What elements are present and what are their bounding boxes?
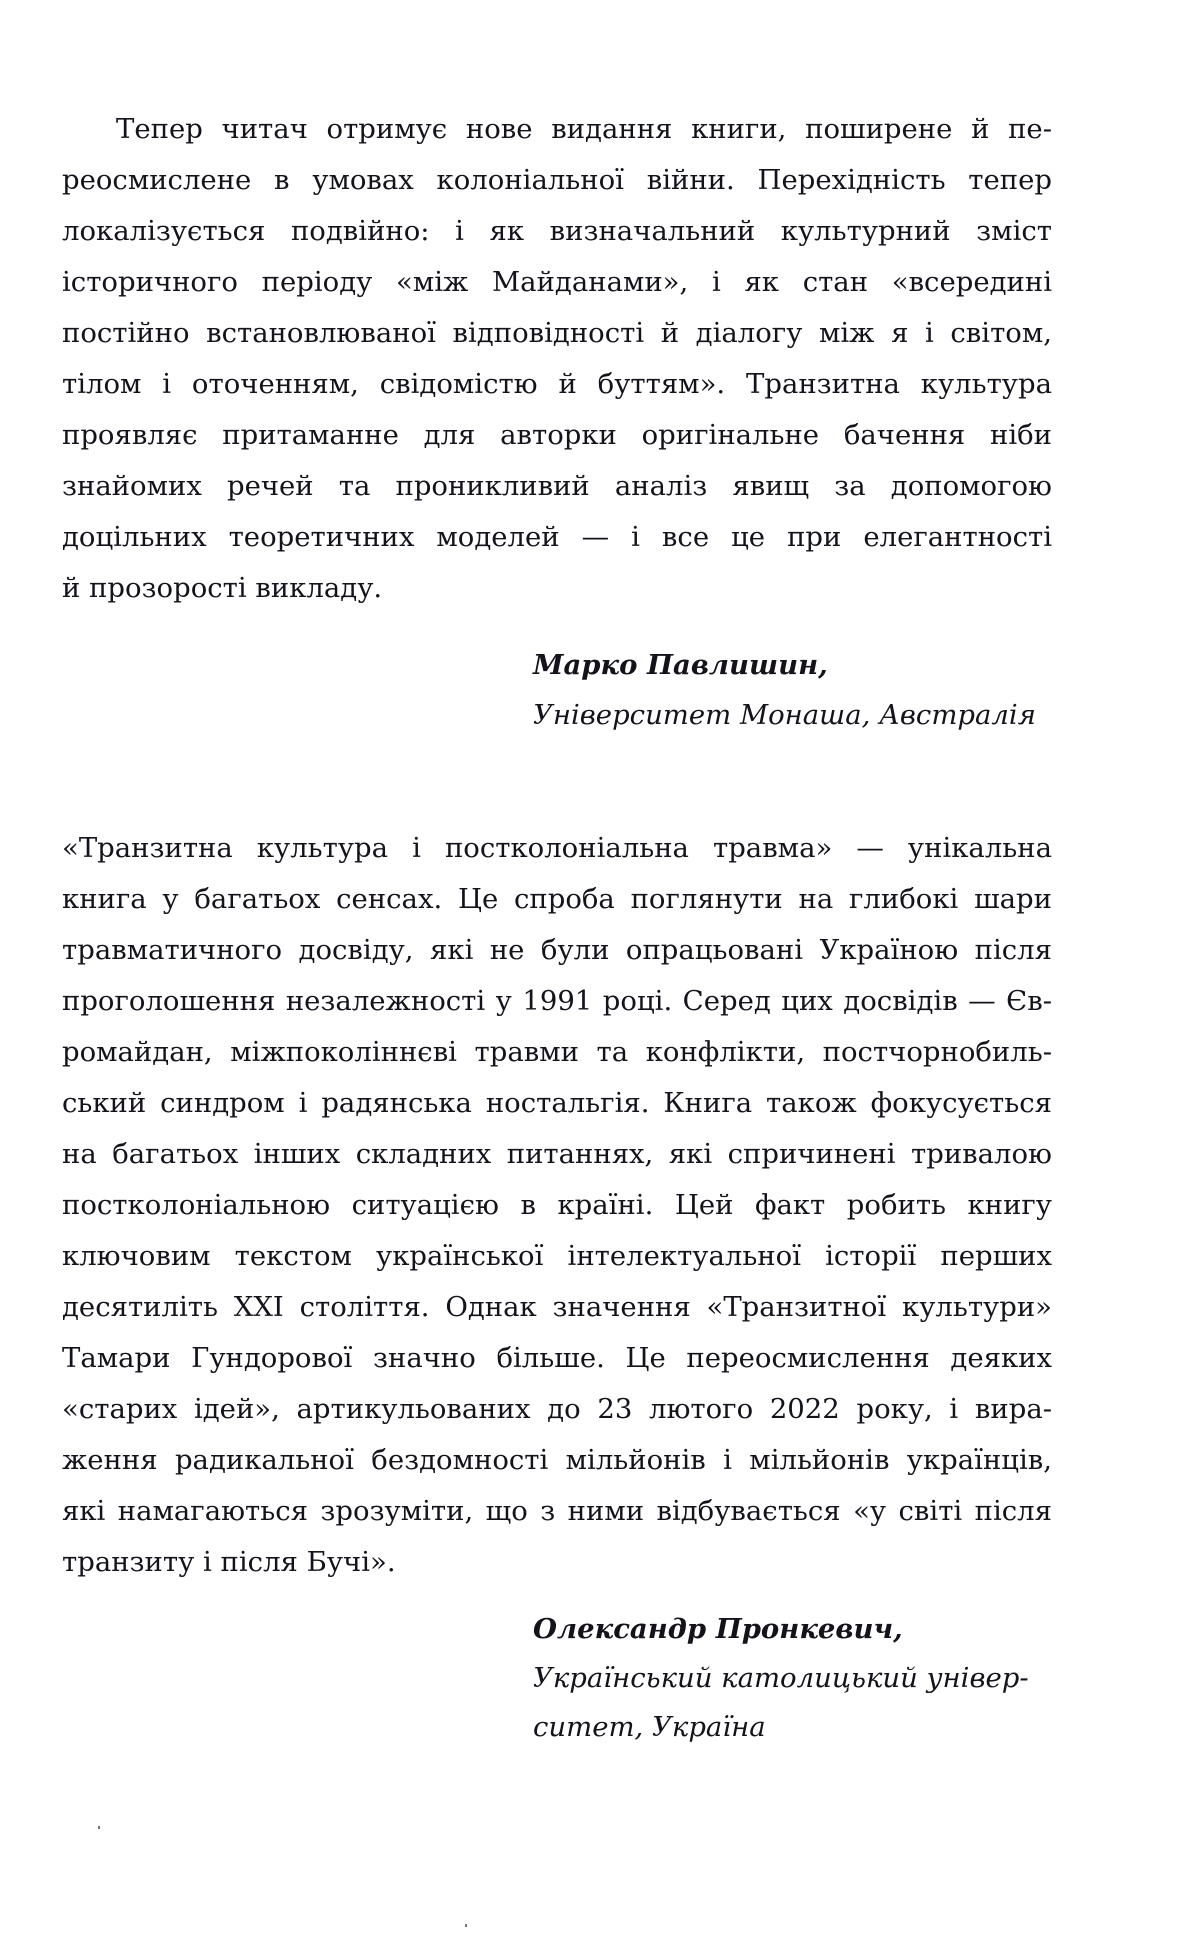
text-line: ський синдром і радянська ностальгія. Книга також фокусується bbox=[62, 1087, 1052, 1119]
text-line: книга у багатьох сенсах. Це спроба поглянути на глибокі шари bbox=[62, 883, 1052, 915]
text-line: Тепер читач отримує нове видання книги, поширене й пе- bbox=[116, 113, 1052, 145]
text-line: на багатьох інших складних питаннях, які спричинені тривалою bbox=[62, 1138, 1052, 1170]
text-line: ключовим текстом української інтелектуальної історії перших bbox=[62, 1240, 1052, 1272]
text-line: й прозорості викладу. bbox=[62, 572, 383, 604]
author-affiliation-2: Український католицький універ- bbox=[533, 1662, 1029, 1694]
text-line: проявляє притаманне для авторки оригінальне бачення ніби bbox=[62, 419, 1052, 451]
text-line: локалізується подвійно: і як визначальний культурний зміст bbox=[62, 215, 1052, 247]
text-line: реосмислене в умовах колоніальної війни. Перехідність тепер bbox=[62, 164, 1052, 196]
author-affiliation-1: Університет Монаша, Австралія bbox=[533, 699, 1036, 731]
text-line: тілом і оточенням, свідомістю й буттям». Транзитна культура bbox=[62, 368, 1052, 400]
text-line: травматичного досвіду, які не були опрацьовані Україною після bbox=[62, 934, 1052, 966]
text-line: знайомих речей та проникливий аналіз явищ за допомогою bbox=[62, 470, 1052, 502]
text-line: постколоніальною ситуацією в країні. Цей факт робить книгу bbox=[62, 1189, 1052, 1221]
text-line: ження радикальної бездомності мільйонів і мільйонів українців, bbox=[62, 1444, 1052, 1476]
scan-speck bbox=[465, 1924, 467, 1927]
text-line: транзиту і після Бучі». bbox=[62, 1546, 396, 1578]
text-line: постійно встановлюваної відповідності й діалогу між я і світом, bbox=[62, 317, 1052, 349]
text-line: які намагаються зрозуміти, що з ними відбувається «у світі після bbox=[62, 1495, 1052, 1527]
text-line: доцільних теоретичних моделей — і все це при елегантності bbox=[62, 521, 1052, 553]
text-line: «Транзитна культура і постколоніальна травма» — унікальна bbox=[62, 832, 1052, 864]
text-line: проголошення незалежності у 1991 році. Серед цих досвідів — Єв- bbox=[62, 985, 1052, 1017]
text-line: ромайдан, міжпоколіннєві травми та конфлікти, постчорнобиль- bbox=[62, 1036, 1052, 1068]
text-line: десятиліть XXI століття. Однак значення «Транзитної культури» bbox=[62, 1291, 1052, 1323]
author-name-2: Олександр Пронкевич, bbox=[533, 1613, 903, 1645]
scan-speck bbox=[98, 1826, 100, 1829]
text-line: Тамари Гундорової значно більше. Це переосмислення деяких bbox=[62, 1342, 1052, 1374]
author-name-1: Марко Павлишин, bbox=[533, 649, 828, 681]
text-line: «старих ідей», артикульованих до 23 лютого 2022 року, і вира- bbox=[62, 1393, 1052, 1425]
text-line: історичного періоду «між Майданами», і як стан «всередині bbox=[62, 266, 1052, 298]
author-affiliation-2-cont: ситет, Україна bbox=[533, 1711, 766, 1743]
